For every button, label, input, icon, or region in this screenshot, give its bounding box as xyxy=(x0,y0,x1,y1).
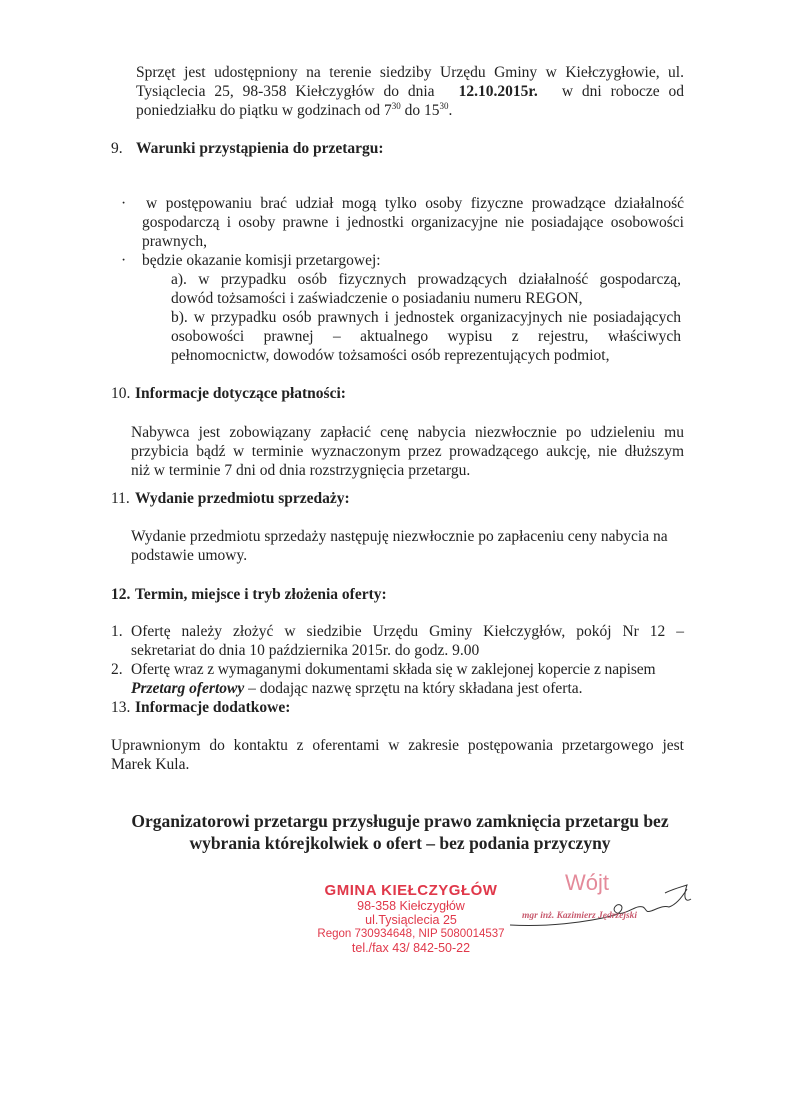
section-13-line-1 xyxy=(111,736,684,755)
section-10-title: Informacje dotyczące płatności: xyxy=(135,385,346,402)
stamp-title: GMINA KIEŁCZYGŁÓW xyxy=(324,882,498,899)
bullet-1-text-1: w postępowaniu brać udział mogą tylko osoby fizyczne prowadzące działalność xyxy=(146,195,684,212)
section-11-line-2: podstawie umowy. xyxy=(131,547,248,564)
offer-item-1-number: 1. xyxy=(111,623,123,640)
handwritten-signature-icon xyxy=(505,875,695,935)
signatory-name: mgr inż. Kazimierz Jędrzejski xyxy=(522,911,638,921)
offer-item-2-text-2: – dodając nazwę sprzętu na który składana jest oferta. xyxy=(244,680,583,697)
offer-item-1-line-1 xyxy=(131,622,684,641)
sub-a-text-1: a). w przypadku osób fizycznych prowadzących działalność gospodarczą, xyxy=(171,271,681,288)
signature-title: Wójt xyxy=(565,870,609,895)
envelope-label: Przetarg ofertowy xyxy=(131,680,245,697)
intro-line-1 xyxy=(136,63,684,82)
section-10-line-3: niż w terminie 7 dni od dnia rozstrzygnięcia przetargu. xyxy=(131,462,471,479)
section-13-text-1: Uprawnionym do kontaktu z oferentami w zakresie postępowania przetargowego jest xyxy=(111,737,684,754)
offer-item-2-line-1: Ofertę wraz z wymaganymi dokumentami składa się w zaklejonej kopercie z napisem xyxy=(131,661,656,678)
intro-text-3c: . xyxy=(448,102,453,119)
intro-text-2a: Tysiąclecia 25, 98-358 Kiełczygłów do dnia xyxy=(136,83,435,100)
intro-text-3b: do 15 xyxy=(400,102,440,119)
closing-line-2: wybrania którejkolwiek o ofert – bez podania przyczyny xyxy=(189,833,611,853)
sub-a-line-2: dowód tożsamości i zaświadczenie o posiadaniu numeru REGON, xyxy=(171,290,583,307)
bullet-1-line-1 xyxy=(146,194,684,213)
section-10-line-2 xyxy=(131,442,684,461)
section-13-line-2: Marek Kula. xyxy=(111,756,190,773)
section-12-number: 12. xyxy=(111,586,131,603)
stamp-regon-nip: Regon 730934648, NIP 5080014537 xyxy=(317,928,505,940)
section-10-text-1: Nabywca jest zobowiązany zapłacić cenę nabycia niezwłocznie po udzieleniu mu xyxy=(131,424,684,441)
sub-b-text-2: osobowości prawnej – aktualnego wypisu z rejestru, właściwych xyxy=(171,328,681,345)
offer-item-1-text-1: Ofertę należy złożyć w siedzibie Urzędu Gminy Kiełczygłów, pokój Nr 12 – xyxy=(131,623,684,640)
section-13-title: Informacje dodatkowe: xyxy=(135,699,291,716)
bullet-1-line-3: prawnych, xyxy=(142,233,207,250)
municipality-stamp xyxy=(316,882,506,955)
bullet-icon: · xyxy=(121,252,127,269)
intro-line-3 xyxy=(136,101,452,120)
bullet-1-line-2 xyxy=(142,213,684,232)
intro-text-2b: w dni robocze od xyxy=(561,83,684,100)
offer-item-2-number: 2. xyxy=(111,661,123,678)
stamp-postal: 98-358 Kiełczygłów xyxy=(357,899,465,913)
closing-line-1: Organizatorowi przetargu przysługuje prawo zamknięcia przetargu bez xyxy=(131,811,669,831)
stamp-phone: tel./fax 43/ 842-50-22 xyxy=(351,941,471,955)
bullet-2-line-1: będzie okazanie komisji przetargowej: xyxy=(142,252,381,269)
sub-a-line-1 xyxy=(171,270,681,289)
intro-text-1: Sprzęt jest udostępniony na terenie siedziby Urzędu Gminy w Kiełczygłowie, ul. xyxy=(136,64,684,81)
stamp-street: ul.Tysiąclecia 25 xyxy=(365,913,457,927)
section-9-title: Warunki przystąpienia do przetargu: xyxy=(136,140,384,157)
intro-line-2 xyxy=(136,82,684,101)
section-11-line-1: Wydanie przedmiotu sprzedaży następuję niezwłocznie po zapłaceniu ceny nabycia na xyxy=(131,528,668,545)
sub-b-line-1 xyxy=(171,308,681,327)
section-11-title: Wydanie przedmiotu sprzedaży: xyxy=(135,490,350,507)
section-10-text-2: przybicia bądź w terminie wyznaczonym przez prowadzącego aukcję, nie dłuższym xyxy=(131,443,684,460)
sub-b-line-3: pełnomocnictw, dowodów tożsamości osób reprezentujących podmiot, xyxy=(171,347,610,364)
time-sup-2: 30 xyxy=(439,101,449,111)
section-9-number: 9. xyxy=(111,140,123,157)
bullet-1-text-2: gospodarczą i osoby prawne i jednostki organizacyjne nie posiadające osobowości xyxy=(142,214,684,231)
deadline-date: 12.10.2015r. xyxy=(458,83,538,100)
bullet-icon: · xyxy=(121,195,127,212)
section-10-number: 10. xyxy=(111,385,131,402)
sub-b-text-1: b). w przypadku osób prawnych i jednostek organizacyjnych nie posiadających xyxy=(171,309,681,326)
section-11-number: 11. xyxy=(111,490,130,507)
intro-text-3a: poniedziałku do piątku w godzinach od 7 xyxy=(136,102,392,119)
closing-statement xyxy=(60,810,740,854)
section-13-number: 13. xyxy=(111,699,131,716)
time-sup-1: 30 xyxy=(391,101,401,111)
offer-item-2-line-2 xyxy=(131,679,583,698)
section-12-title: Termin, miejsce i tryb złożenia oferty: xyxy=(135,586,387,603)
section-10-line-1 xyxy=(131,423,684,442)
sub-b-line-2 xyxy=(171,327,681,346)
offer-item-1-line-2: sekretariat do dnia 10 października 2015r. do godz. 9.00 xyxy=(131,642,480,659)
